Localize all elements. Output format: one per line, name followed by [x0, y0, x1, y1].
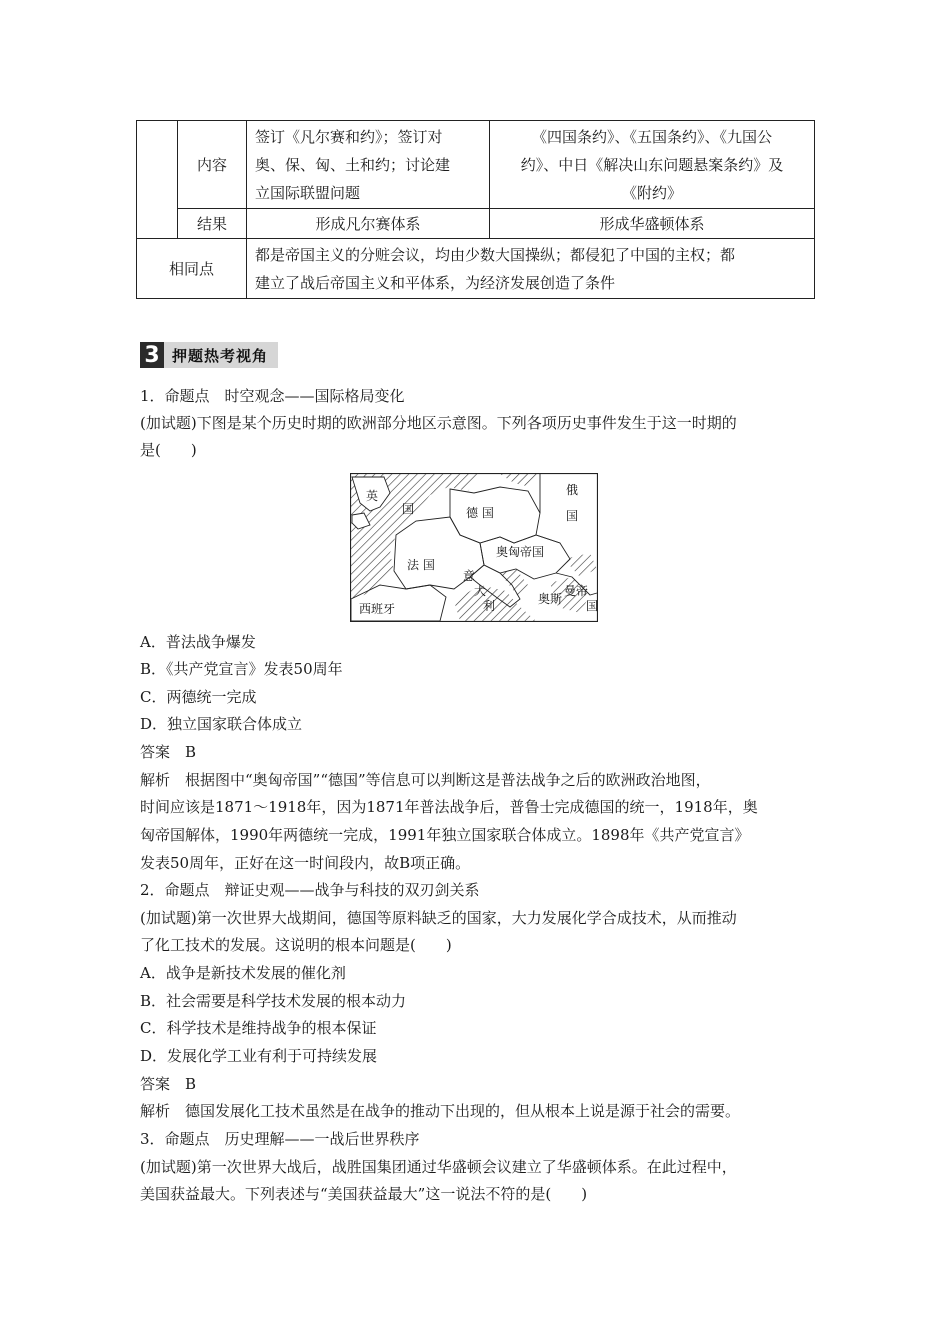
map-label-austria-hungary: 奥匈帝国: [496, 545, 545, 559]
map-label-ottoman-3: 国: [586, 599, 598, 613]
map-label-italy-3: 利: [483, 599, 496, 613]
washington-content-cell: [490, 121, 815, 209]
table-row: [137, 209, 815, 239]
q2-option-d: D．发展化学工业有利于可持续发展: [140, 1047, 378, 1065]
comparison-table: [136, 120, 815, 299]
cell-line: 《四国条约》、《五国条约》、《九国公: [531, 127, 772, 146]
map-label-italy-1: 意: [463, 569, 476, 583]
q1-stem-cont: 是( ): [140, 441, 197, 459]
common-points-cell: [247, 239, 815, 299]
cell-line: 建立了战后帝国主义和平体系，为经济发展创造了条件: [255, 273, 616, 292]
map-label-ottoman-1: 奥斯: [538, 592, 563, 606]
cell-line: 立国际联盟问题: [255, 183, 361, 202]
row-label-result: 结果: [178, 209, 247, 239]
q1-option-a: A．普法战争爆发: [140, 633, 256, 651]
q3-stem: (加试题)第一次世界大战后，战胜国集团通过华盛顿会议建立了华盛顿体系。在此过程中，: [140, 1158, 737, 1176]
q1-stem: (加试题)下图是某个历史时期的欧洲部分地区示意图。下列各项历史事件发生于这一时期的: [140, 414, 737, 432]
q1-analysis-line: 发表50周年，正好在这一时间段内，故B项正确。: [140, 854, 471, 872]
q2-analysis-line: 解析 德国发展化工技术虽然是在战争的推动下出现的，但从根本上说是源于社会的需要。: [140, 1102, 741, 1120]
europe-map: [350, 473, 598, 622]
cell-line: 都是帝国主义的分赃会议，均由少数大国操纵；都侵犯了中国的主权；都: [255, 245, 736, 264]
q2-option-b: B．社会需要是科学技术发展的根本动力: [140, 992, 407, 1010]
q1-analysis-line: 解析 根据图中“奥匈帝国”“德国”等信息可以判断这是普法战争之后的欧洲政治地图，: [140, 771, 711, 789]
cell-line: 签订《凡尔赛和约》；签订对: [255, 127, 443, 146]
q2-option-c: C．科学技术是维持战争的根本保证: [140, 1019, 377, 1037]
versailles-result-cell: 形成凡尔赛体系: [247, 209, 490, 239]
row-label-common: 相同点: [137, 239, 247, 299]
q2-topic: 2．命题点 辩证史观——战争与科技的双刃剑关系: [140, 881, 480, 899]
table-row: [137, 121, 815, 209]
map-label-russia-1: 俄: [566, 483, 579, 497]
cell-line: 《附约》: [621, 183, 682, 202]
q1-option-c: C．两德统一完成: [140, 688, 257, 706]
washington-result-cell: 形成华盛顿体系: [490, 209, 815, 239]
map-label-france: 法 国: [407, 558, 435, 572]
map-label-russia-2: 国: [566, 509, 579, 523]
merged-blank-cell: [137, 121, 178, 239]
cell-line: 约》、中日《解决山东问题悬案条约》及: [520, 155, 784, 174]
q2-option-a: A．战争是新技术发展的催化剂: [140, 964, 346, 982]
section-number: 3: [140, 342, 164, 368]
q3-stem-cont: 美国获益最大。下列表述与“美国获益最大”这一说法不符的是( ): [140, 1185, 588, 1203]
section-title: 押题热考视角: [164, 342, 278, 368]
q2-stem-cont: 了化工技术的发展。这说明的根本问题是( ): [140, 936, 452, 954]
q1-answer: 答案 B: [140, 743, 197, 761]
map-label-italy-2: 大: [474, 584, 487, 598]
q1-option-b: B．《共产党宣言》发表50周年: [140, 660, 343, 678]
map-label-ottoman-2: 曼帝: [564, 584, 589, 598]
section-header: [140, 342, 278, 368]
q1-option-d: D．独立国家联合体成立: [140, 715, 303, 733]
row-label-content: 内容: [178, 121, 247, 209]
q3-topic: 3．命题点 历史理解——一战后世界秩序: [140, 1130, 420, 1148]
q1-analysis-line: 时间应该是1871～1918年，因为1871年普法战争后，普鲁士完成德国的统一，1918年，奥: [140, 798, 758, 816]
map-label-spain: 西班牙: [359, 602, 396, 616]
cell-line: 奥、保、匈、土和约；讨论建: [255, 155, 451, 174]
q2-stem: (加试题)第一次世界大战期间，德国等原料缺乏的国家，大力发展化学合成技术，从而推动: [140, 909, 737, 927]
q2-answer: 答案 B: [140, 1075, 197, 1093]
table-row: [137, 239, 815, 299]
map-label-uk-1: 英: [366, 489, 379, 503]
versailles-content-cell: [247, 121, 490, 209]
q1-analysis-line: 匈帝国解体，1990年两德统一完成，1991年独立国家联合体成立。1898年《共产党宣言》: [140, 826, 750, 844]
map-label-uk-2: 国: [402, 502, 415, 516]
map-label-germany: 德 国: [466, 506, 494, 520]
q1-topic: 1．命题点 时空观念——国际格局变化: [140, 387, 405, 405]
